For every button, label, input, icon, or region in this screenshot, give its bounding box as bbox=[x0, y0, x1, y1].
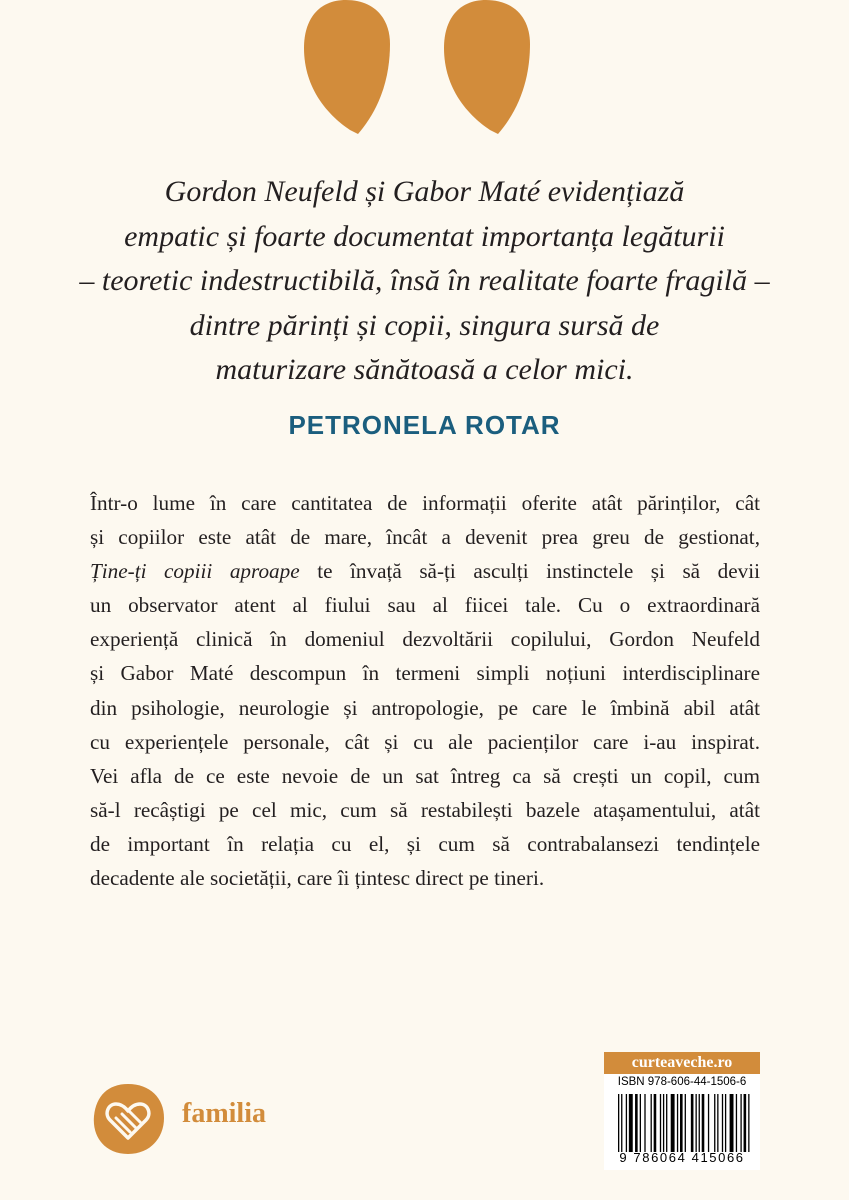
barcode-bar bbox=[702, 1094, 705, 1152]
description-text: te învață să-ți asculți instinctele și să devii bbox=[299, 559, 760, 584]
imprint-name: familia bbox=[182, 1098, 266, 1129]
barcode-bar bbox=[654, 1094, 657, 1152]
description-line: experiență clinică în domeniul dezvoltării copilului, Gordon Neufeld bbox=[90, 627, 760, 652]
barcode-bar bbox=[714, 1094, 715, 1152]
barcode-bar bbox=[640, 1094, 641, 1152]
barcode-bar bbox=[730, 1094, 734, 1152]
quote-line: dintre părinți și copii, singura sursă de bbox=[189, 308, 660, 342]
barcode-bar bbox=[744, 1094, 747, 1152]
barcode-bar bbox=[717, 1094, 718, 1152]
description-line: și copiilor este atât de mare, încât a devenit prea greu de gestionat, bbox=[90, 525, 760, 550]
book-title: Ține-ți copiii aproape bbox=[90, 559, 300, 584]
description-line: decadente ale societății, care îi țintesc direct pe tineri. bbox=[90, 866, 545, 891]
quote-line: Gordon Neufeld și Gabor Maté evidențiază bbox=[164, 175, 685, 208]
barcode-bar bbox=[725, 1094, 726, 1152]
barcode-bar bbox=[618, 1094, 619, 1152]
description-line: Într-o lume în care cantitatea de informații oferite atât părinților, cât bbox=[90, 491, 760, 515]
barcode-bar bbox=[685, 1094, 686, 1152]
barcode-bar bbox=[740, 1094, 741, 1152]
barcode-panel bbox=[604, 1074, 760, 1170]
publisher-website: curteaveche.ro bbox=[604, 1052, 760, 1074]
barcode-bar bbox=[644, 1094, 645, 1152]
barcode-bar bbox=[666, 1094, 667, 1152]
description-line: cu experiențele personale, cât și cu ale pacienților care i-au inspirat. bbox=[90, 729, 760, 754]
barcode-bar bbox=[736, 1094, 737, 1152]
barcode-bar bbox=[677, 1094, 678, 1152]
barcode-bar bbox=[699, 1094, 700, 1152]
barcode-bar bbox=[663, 1094, 664, 1152]
familia-heart-logo-icon bbox=[90, 1080, 166, 1156]
quote-line: maturizare sănătoasă a celor mici. bbox=[215, 353, 634, 386]
quote-line: empatic și foarte documentat importanța legăturii bbox=[124, 219, 725, 253]
barcode-bar bbox=[660, 1094, 661, 1152]
barcode-bar bbox=[708, 1094, 709, 1152]
barcode-bar bbox=[635, 1094, 638, 1152]
pull-quote bbox=[60, 170, 789, 393]
barcode-bar bbox=[629, 1094, 633, 1152]
barcode-digits: 9 786064 415066 bbox=[619, 1150, 745, 1165]
description-line: de important în relația cu el, și cum să contrabalansezi tendințele bbox=[90, 831, 760, 856]
barcode-bar bbox=[691, 1094, 694, 1152]
barcode-bar bbox=[671, 1094, 675, 1152]
description-line bbox=[90, 554, 760, 588]
barcode-bar bbox=[680, 1094, 683, 1152]
quotation-marks-icon bbox=[298, 0, 558, 140]
barcode-bar bbox=[722, 1094, 723, 1152]
isbn-number: ISBN 978-606-44-1506-6 bbox=[617, 1076, 747, 1088]
barcode-icon bbox=[618, 1094, 750, 1152]
barcode-bar bbox=[748, 1094, 749, 1152]
quote-author: PETRONELA ROTAR bbox=[288, 410, 561, 440]
description-line: din psihologie, neurologie și antropologie, pe care le îmbină abil atât bbox=[90, 695, 760, 720]
barcode-bar bbox=[621, 1094, 622, 1152]
description-line: un observator atent al fiului sau al fiicei tale. Cu o extraordinară bbox=[90, 593, 760, 618]
description-line: Vei afla de ce este nevoie de un sat întreg ca să crești un copil, cum bbox=[90, 763, 760, 788]
description-line: și Gabor Maté descompun în termeni simpli noțiuni interdisciplinare bbox=[90, 661, 760, 686]
barcode-bar bbox=[651, 1094, 652, 1152]
book-description bbox=[90, 486, 760, 895]
barcode-bar bbox=[696, 1094, 697, 1152]
description-line: să-l recâștigi pe cel mic, cum să restabilești bazele atașamentului, atât bbox=[90, 797, 760, 822]
quote-line: – teoretic indestructibilă, însă în realitate foarte fragilă – bbox=[79, 264, 770, 297]
barcode-bar bbox=[626, 1094, 627, 1152]
